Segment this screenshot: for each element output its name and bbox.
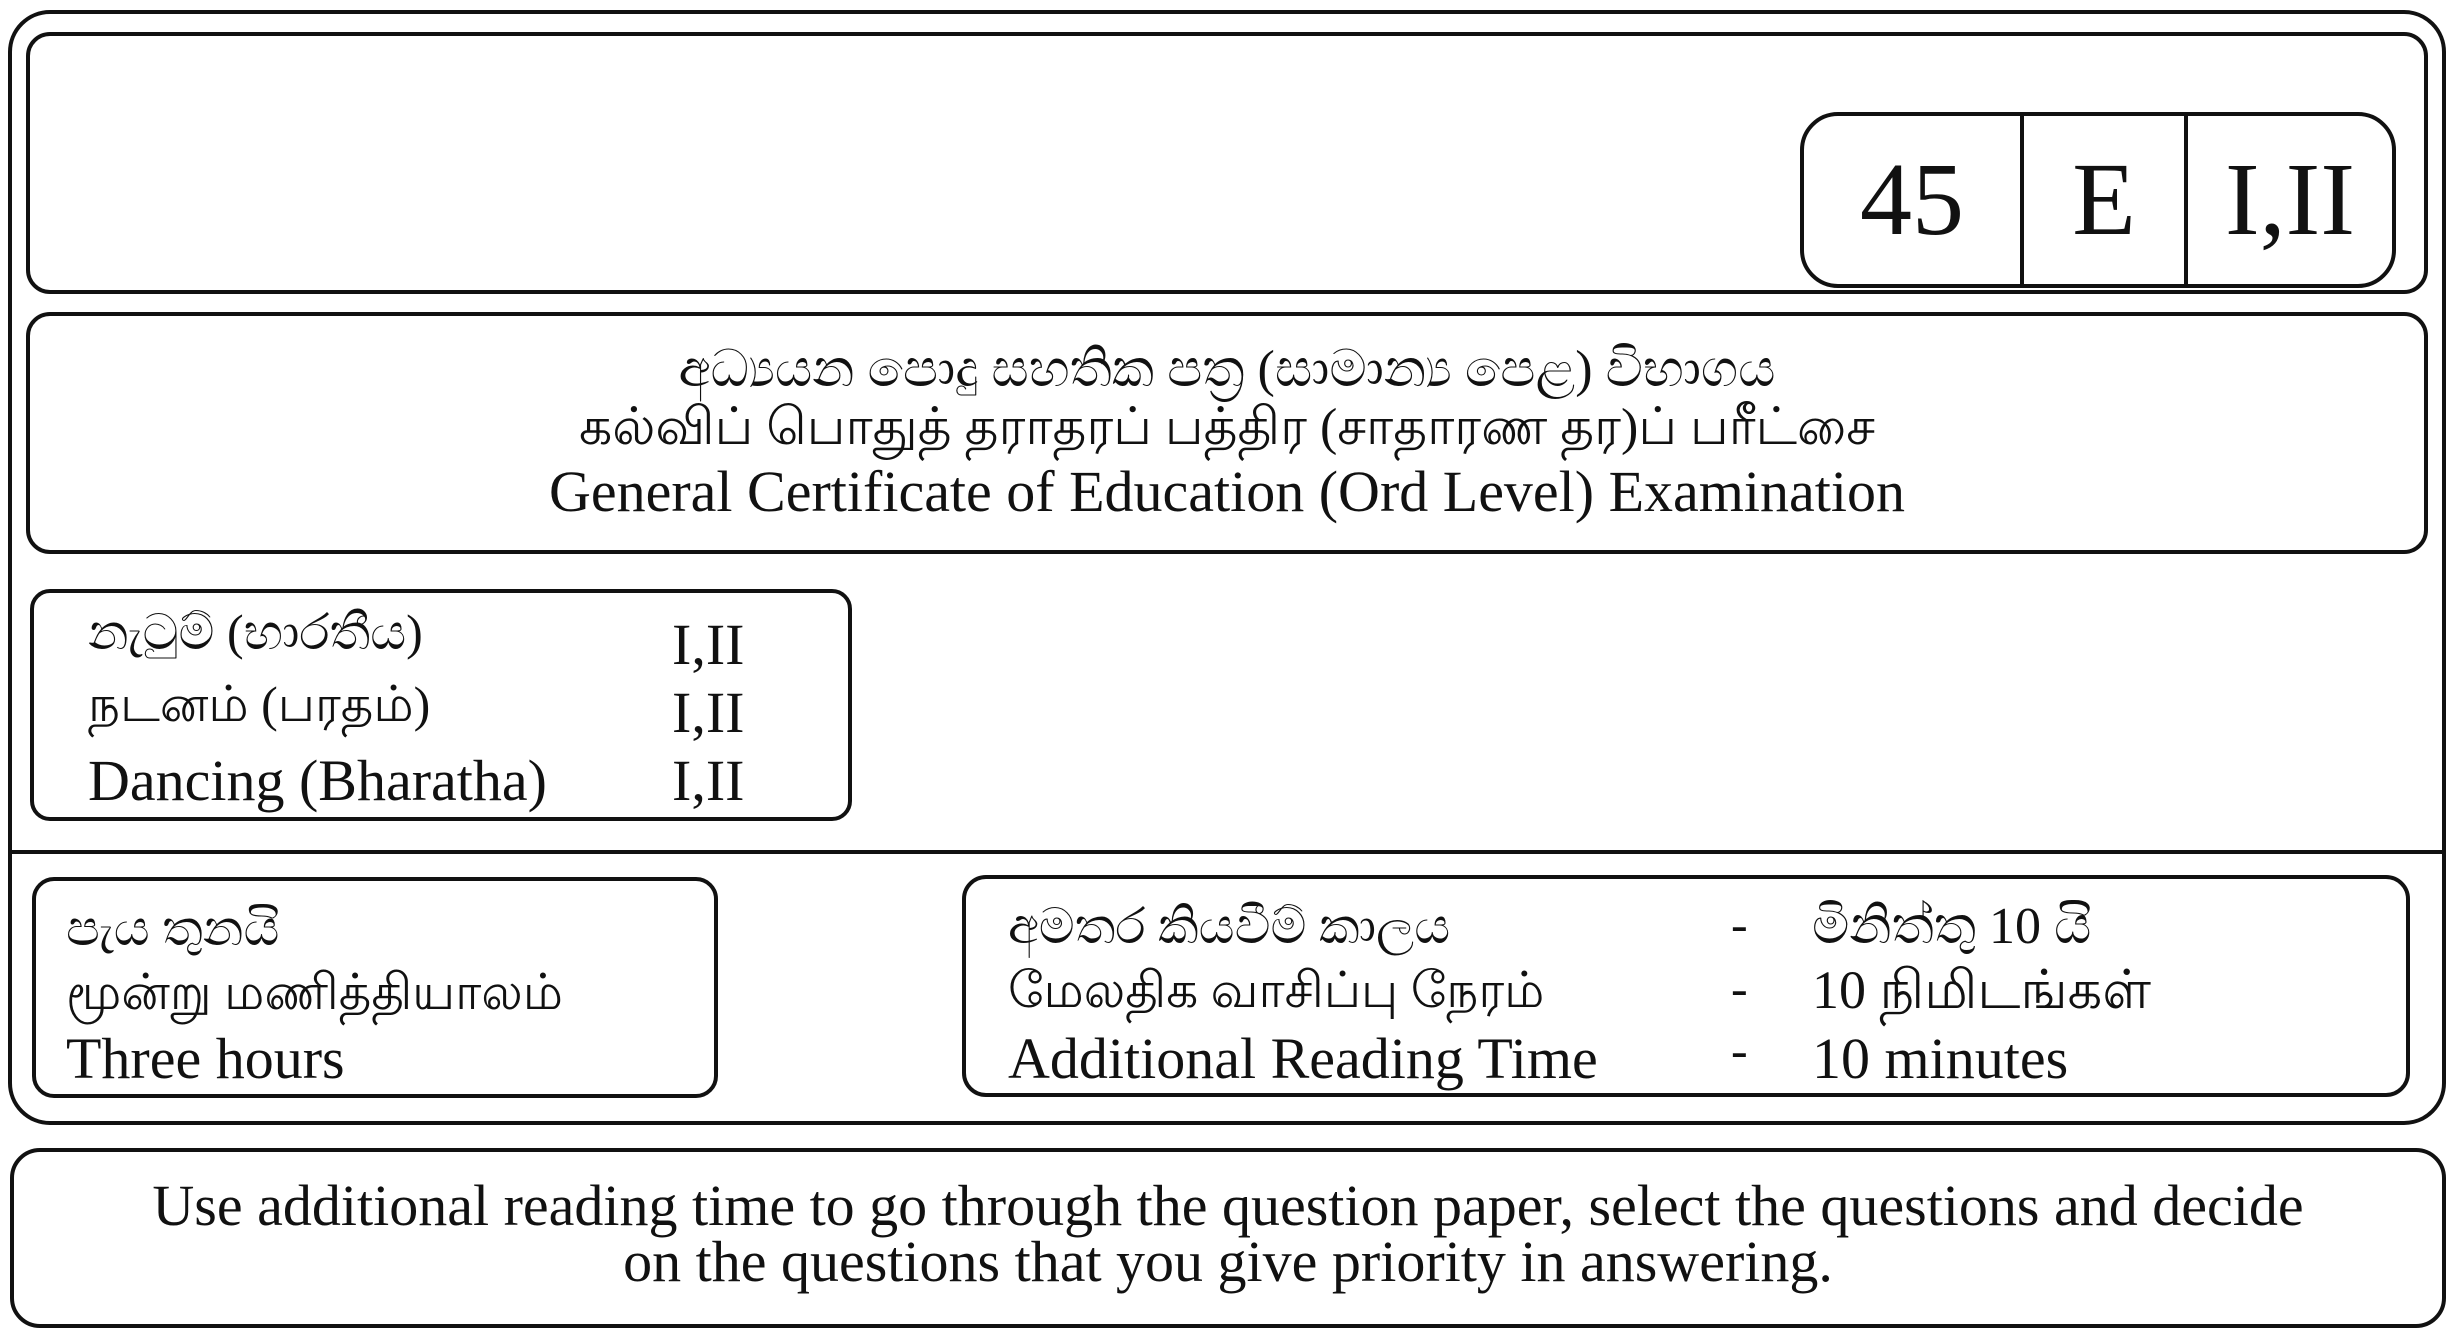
subject-parts-tamil: I,II bbox=[672, 680, 745, 745]
duration-panel bbox=[32, 877, 718, 1098]
subject-parts-sinhala: I,II bbox=[672, 612, 745, 677]
instruction-line-1: Use additional reading time to go through the question paper, select the questions and decide bbox=[152, 1173, 2304, 1238]
exam-title-panel bbox=[26, 312, 2428, 554]
subject-panel bbox=[30, 589, 852, 821]
duration-sinhala: පැය තුනයි bbox=[66, 900, 280, 956]
duration-english: Three hours bbox=[66, 1026, 345, 1091]
reading-time-label-english: Additional Reading Time bbox=[1008, 1026, 1598, 1091]
reading-time-label-tamil: மேலதிக வாசிப்பு நேரம் bbox=[1008, 962, 1545, 1018]
reading-time-panel bbox=[962, 875, 2410, 1097]
reading-time-dash: - bbox=[1731, 896, 1748, 952]
subject-name-english: Dancing (Bharatha) bbox=[88, 748, 547, 813]
instruction-line-2: on the questions that you give priority in answering. bbox=[623, 1229, 1833, 1294]
subject-number: 45 bbox=[1860, 142, 1964, 257]
reading-time-value-sinhala: මිනිත්තු 10 යි bbox=[1812, 898, 2092, 955]
header-panel bbox=[26, 32, 2428, 294]
instruction-text bbox=[14, 1173, 2442, 1294]
paper-parts: I,II bbox=[2184, 116, 2392, 284]
subject-name-sinhala: නැටුම් (භාරතීය) bbox=[88, 604, 423, 660]
reading-time-value-english: 10 minutes bbox=[1812, 1026, 2069, 1091]
reading-time-label-sinhala: අමතර කියවීම් කාලය bbox=[1008, 898, 1451, 954]
reading-time-value-tamil: 10 நிமிடங்கள் bbox=[1812, 960, 2151, 1020]
medium-code: E bbox=[2020, 116, 2184, 284]
subject-name-tamil: நடனம் (பரதம்) bbox=[88, 676, 431, 732]
exam-title-tamil: கல்விப் பொதுத் தராதரப் பத்திர (சாதாரண தர)ப் பரீட்சை bbox=[579, 399, 1875, 456]
reading-time-dash: - bbox=[1731, 1022, 1748, 1078]
duration-tamil: மூன்று மணித்தியாலம் bbox=[66, 964, 564, 1020]
paper-code-box bbox=[1800, 112, 2396, 288]
section-divider bbox=[12, 850, 2442, 854]
exam-title-sinhala: අධ්‍යයන පොදු සහතික පත්‍ර (සාමාන්‍ය පෙළ) විභාගය bbox=[678, 341, 1776, 398]
subject-parts-english: I,II bbox=[672, 748, 745, 813]
instruction-panel bbox=[10, 1148, 2446, 1328]
exam-title-english: General Certificate of Education (Ord Level) Examination bbox=[549, 459, 1905, 524]
reading-time-dash: - bbox=[1731, 960, 1748, 1016]
